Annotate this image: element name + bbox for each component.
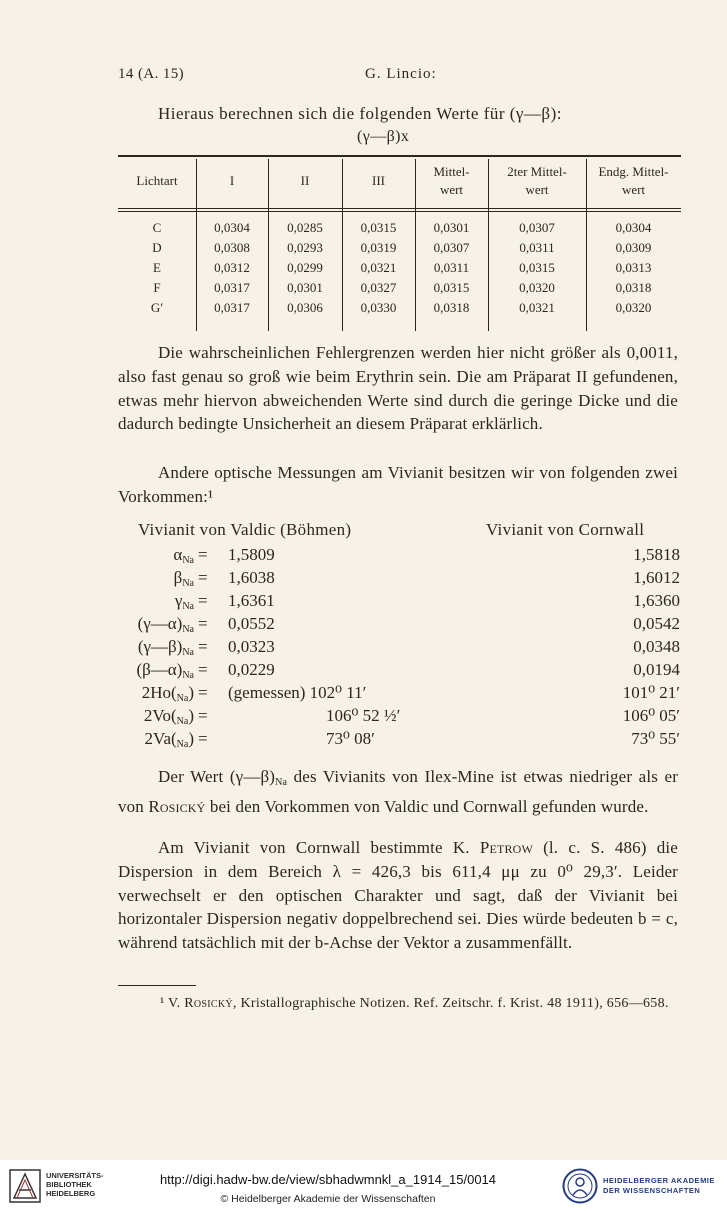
intro-formula: [357, 128, 409, 146]
table-header-text: Mittel-: [433, 164, 470, 179]
table-header-text: III: [372, 173, 385, 188]
table-header-text: II: [300, 173, 310, 188]
cornwall-value: 73⁰ 55′: [631, 729, 680, 748]
valdic-value: (gemessen) 102⁰ 11′: [228, 683, 367, 702]
equals-sign: =: [198, 591, 208, 610]
valdic-value: 1,5809: [228, 545, 275, 564]
table-value-cell: 0,0321: [519, 300, 555, 315]
table-value-cell: 0,0307: [519, 220, 555, 235]
vivianit-quantity: $(\beta—\alpha)_{Na}$: [136, 660, 194, 681]
vivianit-quantity: $2Vo(_{Na})$: [143, 706, 194, 727]
intro-formula-text: (γ—β)x: [357, 128, 410, 145]
vivianit-row: [0, 681, 727, 705]
footnote-rule: [118, 985, 196, 986]
table-header-cell: [268, 172, 342, 190]
vivianit-quantity: $\alpha_{Na}$: [173, 545, 194, 566]
p4-before: Am Vivianit von Cornwall bestimmte K.: [158, 838, 480, 857]
vivianit-valdic-heading: Vivianit von Valdic (Böhmen): [138, 520, 352, 539]
valdic-value: 1,6038: [228, 568, 275, 587]
table-rule: [118, 155, 681, 157]
table-header-text: wert: [621, 182, 646, 197]
dispersion-table: [118, 155, 681, 331]
table-header-text: wert: [525, 182, 549, 197]
table-value-cell: 0,0306: [287, 300, 323, 315]
table-value-cell: 0,0309: [615, 240, 652, 255]
table-row-label: F: [153, 280, 161, 295]
running-header: [118, 66, 678, 88]
equals-sign: =: [198, 729, 208, 748]
table-header-text: 2ter Mittel-: [507, 164, 567, 179]
table-header-cell: [118, 172, 196, 190]
vivianit-quantity: $2Va(_{Na})$: [144, 729, 194, 750]
valdic-value: 1,6361: [228, 591, 275, 610]
table-value-cell: 0,0308: [214, 240, 250, 255]
vivianit-quantity: $(\gamma—\alpha)_{Na}$: [137, 614, 194, 635]
table-value-cell: 0,0315: [360, 220, 397, 235]
p3-sub: Na: [275, 777, 288, 788]
library-line-3: HEIDELBERG: [46, 1189, 96, 1198]
page-number: 14 (A. 15): [118, 66, 185, 82]
table-rule: [118, 211, 681, 212]
table-header-cell: [196, 172, 268, 190]
table-header-cell: [488, 163, 586, 199]
table-value-cell: 0,0293: [287, 240, 323, 255]
valdic-value: 0,0323: [228, 637, 275, 656]
academy-line-1: HEIDELBERGER AKADEMIE: [603, 1176, 715, 1185]
table-value-cell: 0,0299: [287, 260, 323, 275]
paragraph-other-measurements: [118, 461, 678, 509]
vivianit-row: [0, 543, 727, 567]
table-row-label: E: [153, 260, 161, 275]
table-value-cell: 0,0311: [433, 260, 470, 275]
valdic-value: 0,0229: [228, 660, 275, 679]
university-library-name: [46, 1171, 104, 1198]
equals-sign: =: [198, 545, 208, 564]
cornwall-value: 0,0542: [633, 614, 680, 633]
paragraph-error-limits-text: Die wahrscheinlichen Fehlergrenzen werden hier nicht größer als 0,0011, also fast genau so groß wie beim Erythrin sein. Die am Präparat II gefundenen, etwas mehr hiervon abweichenden Werte sind durch die geringe Dicke und die dadurch bedingte Unsicherheit an diesem Präparat erklärlich.: [118, 343, 678, 434]
table-header-text: I: [229, 173, 235, 188]
permalink[interactable]: http://digi.hadw-bw.de/view/sbhadwmnkl_a_1914_15/0014: [159, 1172, 497, 1187]
running-header-author: G. Lincio:: [365, 66, 437, 82]
fn-author-name: Rosický: [184, 996, 233, 1011]
paragraph-ilex-mine: [118, 765, 678, 819]
cornwall-value: 0,0194: [633, 660, 680, 679]
equals-sign: =: [198, 637, 208, 656]
table-value-cell: 0,0320: [615, 300, 652, 315]
vivianit-row: [0, 704, 727, 728]
table-value-cell: 0,0319: [360, 240, 397, 255]
university-library-logo: [8, 1168, 42, 1204]
vivianit-row: [0, 727, 727, 751]
vivianit-quantity: $\beta_{Na}$: [173, 568, 194, 589]
table-value-cell: 0,0317: [214, 300, 250, 315]
valdic-value: 0,0552: [228, 614, 275, 633]
table-value-cell: 0,0315: [433, 280, 470, 295]
table-value-cell: 0,0315: [519, 260, 555, 275]
valdic-value: 73⁰ 08′: [326, 729, 375, 748]
vivianit-row: [0, 658, 727, 682]
vivianit-cornwall-heading: Vivianit von Cornwall: [486, 520, 645, 539]
cornwall-value: 106⁰ 05′: [622, 706, 680, 725]
table-value-cell: 0,0301: [287, 280, 323, 295]
cornwall-value: 1,6360: [633, 591, 680, 610]
library-line-2: BIBLIOTHEK: [46, 1180, 92, 1189]
equals-sign: =: [198, 660, 208, 679]
table-value-cell: 0,0312: [214, 260, 250, 275]
academy-seal-logo: [562, 1168, 598, 1204]
table-rule: [118, 208, 681, 209]
footer-bar: [0, 1160, 727, 1211]
table-row-label: G′: [150, 300, 164, 315]
vivianit-quantity: $2Ho(_{Na})$: [141, 683, 194, 704]
valdic-value: 106⁰ 52 ½′: [326, 706, 401, 725]
library-line-1: UNIVERSITÄTS-: [46, 1171, 104, 1180]
table-header-cell: [586, 163, 681, 199]
cornwall-value: 1,5818: [633, 545, 680, 564]
paragraph-other-measurements-text: Andere optische Messungen am Vivianit besitzen wir von folgenden zwei Vorkommen:¹: [118, 463, 678, 506]
cornwall-value: 1,6012: [633, 568, 680, 587]
p3-author-name: Rosický: [148, 796, 206, 816]
table-value-cell: 0,0285: [287, 220, 323, 235]
table-header-text: Endg. Mittel-: [598, 164, 669, 179]
table-header-cell: [415, 163, 488, 199]
academy-name: [603, 1176, 715, 1196]
paragraph-petrow: [118, 836, 678, 955]
p4-author-name: Petrow: [479, 838, 533, 857]
academy-line-2: DER WISSENSCHAFTEN: [603, 1186, 701, 1195]
p4-after: (l. c. S. 486) die Dispersion in dem Bereich λ = 426,3 bis 611,4 μμ zu 0⁰ 29,3′. Leider verwechselt er den optischen Charakter und sagt, daß der Vivianit bei horizontaler Dispersion negativ doppelbrechend sei. Dies würde bedeuten b = c, während tatsächlich mit der b-Achse der Vektor a zusammenfällt.: [118, 838, 678, 953]
table-value-cell: 0,0321: [360, 260, 397, 275]
table-header-text: Lichtart: [136, 173, 178, 188]
copyright-notice: © Heidelberger Akademie der Wissenschaften: [220, 1193, 436, 1205]
table-header-cell: [342, 172, 415, 190]
paragraph-error-limits: [118, 341, 678, 436]
table-value-cell: 0,0320: [519, 280, 555, 295]
vivianit-row: [0, 612, 727, 636]
vivianit-row: [0, 589, 727, 613]
table-value-cell: 0,0318: [615, 280, 652, 295]
table-value-cell: 0,0330: [360, 300, 397, 315]
table-header-text: wert: [439, 182, 464, 197]
table-value-cell: 0,0311: [519, 240, 555, 255]
table-value-cell: 0,0318: [433, 300, 470, 315]
fn-after: , Kristallographische Notizen. Ref. Zeitschr. f. Krist. 48 1911), 656—658.: [232, 996, 669, 1011]
table-value-cell: 0,0307: [433, 240, 470, 255]
cornwall-value: 101⁰ 21′: [622, 683, 680, 702]
table-value-cell: 0,0301: [433, 220, 470, 235]
table-value-cell: 0,0317: [214, 280, 250, 295]
table-value-cell: 0,0313: [615, 260, 652, 275]
cornwall-value: 0,0348: [633, 637, 680, 656]
equals-sign: =: [198, 568, 208, 587]
vivianit-row: [0, 566, 727, 590]
table-value-cell: 0,0304: [615, 220, 652, 235]
vivianit-quantity: $\gamma_{Na}$: [174, 591, 194, 612]
p3-before: Der Wert (γ—β): [158, 767, 276, 786]
p3-mid: des Vivianits von Ilex-Mine ist etwas niedriger als er von: [118, 767, 679, 816]
equals-sign: =: [198, 614, 208, 633]
vivianit-quantity: $(\gamma—\beta)_{Na}$: [137, 637, 194, 658]
vivianit-row: [0, 635, 727, 659]
fn-before: ¹ V.: [160, 996, 185, 1011]
table-row-label: C: [152, 220, 162, 235]
table-value-cell: 0,0304: [214, 220, 250, 235]
equals-sign: =: [198, 706, 208, 725]
equals-sign: =: [198, 683, 208, 702]
table-value-cell: 0,0327: [360, 280, 397, 295]
p3-after: bei den Vorkommen von Valdic und Cornwall gefunden wurde.: [205, 796, 649, 816]
table-row-label: D: [152, 240, 162, 255]
footnote: [118, 994, 678, 1014]
intro-line: Hieraus berechnen sich die folgenden Werte für (γ—β):: [158, 104, 562, 123]
